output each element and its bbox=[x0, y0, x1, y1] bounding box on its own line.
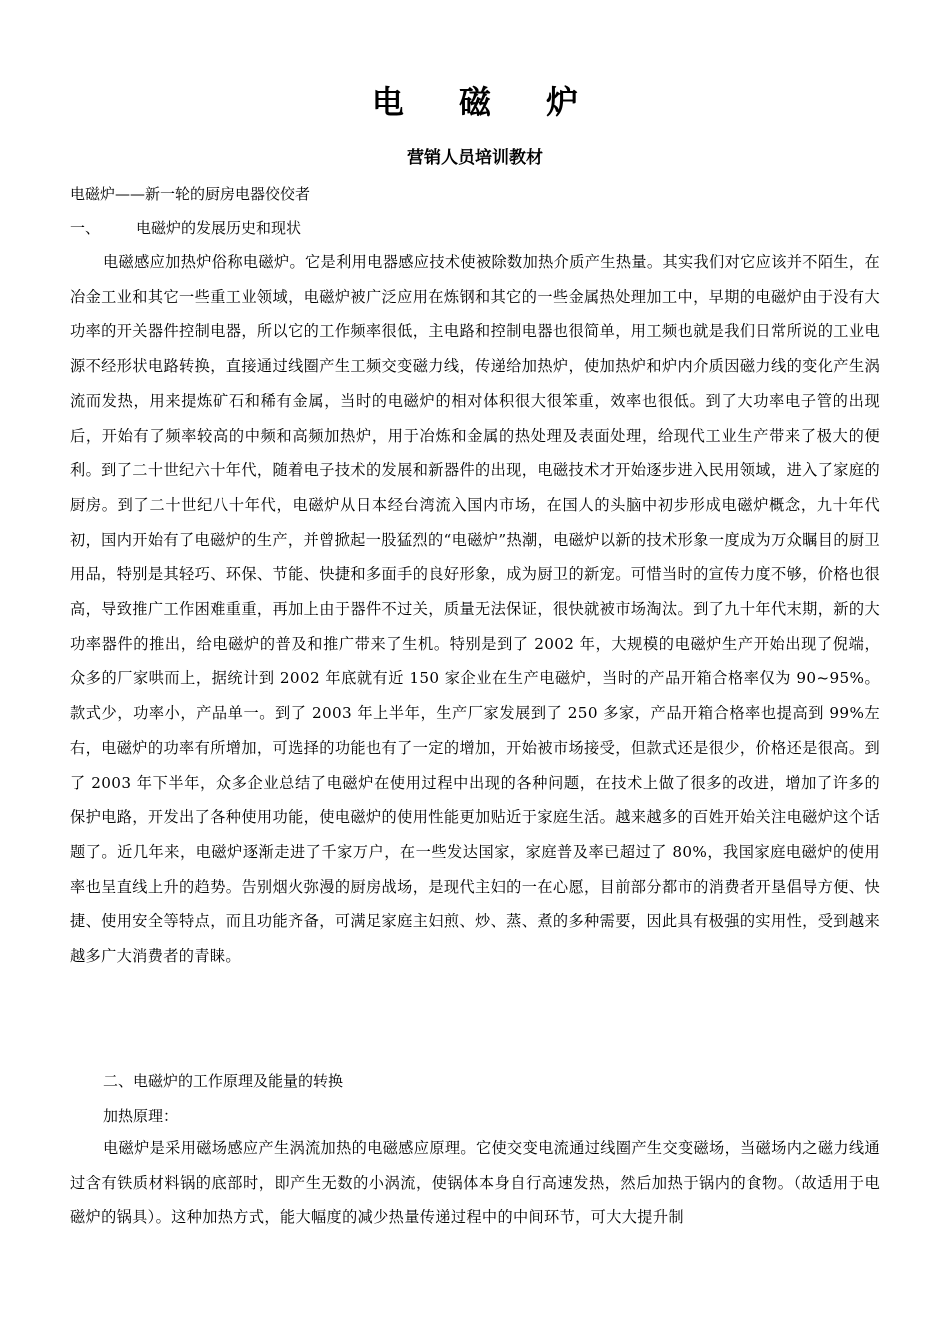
heating-principle-heading: 加热原理： bbox=[103, 1107, 179, 1125]
section-1-title: 电磁炉的发展历史和现状 bbox=[136, 219, 302, 237]
intro-heading: 电磁炉——新一轮的厨房电器佼佼者 bbox=[70, 185, 311, 203]
section-1-number: 一、 bbox=[70, 219, 101, 237]
section-1-heading bbox=[70, 217, 301, 239]
section-2-heading: 二、电磁炉的工作原理及能量的转换 bbox=[103, 1072, 344, 1090]
document-title: 电 磁 炉 bbox=[371, 83, 601, 121]
document-subtitle: 营销人员培训教材 bbox=[407, 148, 543, 168]
section-2-paragraph: 电磁炉是采用磁场感应产生涡流加热的电磁感应原理。它使交变电流通过线圈产生交变磁场，当磁场内之磁力线通过含有铁质材料锅的底部时，即产生无数的小涡流，使锅体本身自行高速发热，然后加热于锅内的食物。（故适用于电磁炉的锅具）。这种加热方式，能大幅度的减少热量传递过程中的中间环节，可大大提升制 bbox=[70, 1139, 880, 1227]
section-1-paragraph: 电磁感应加热炉俗称电磁炉。它是利用电器感应技术使被除数加热介质产生热量。其实我们对它应该并不陌生，在冶金工业和其它一些重工业领域，电磁炉被广泛应用在炼钢和其它的一些金属热处理加工中，早期的电磁炉由于没有大功率的开关器件控制电器，所以它的工作频率很低，主电路和控制电器也很简单，用工频也就是我们日常所说的工业电源不经形状电路转换，直接通过线圈产生工频交变磁力线，传递给加热炉，使加热炉和炉内介质因磁力线的变化产生涡流而发热，用来提炼矿石和稀有金属，当时的电磁炉的相对体积很大很笨重，效率也很低。到了大功率电子管的出现后，开始有了频率较高的中频和高频加热炉，用于冶炼和金属的热处理及表面处理，给现代工业生产带来了极大的便利。到了二十世纪六十年代，随着电子技术的发展和新器件的出现，电磁技术才开始逐步进入民用领域，进入了家庭的厨房。到了二十世纪八十年代，电磁炉从日本经台湾流入国内市场，在国人的头脑中初步形成电磁炉概念，九十年代初，国内开始有了电磁炉的生产，并曾掀起一股猛烈的“电磁炉”热潮，电磁炉以新的技术形象一度成为万众瞩目的厨卫用品，特别是其轻巧、环保、节能、快捷和多面手的良好形象，成为厨卫的新宠。可惜当时的宣传力度不够，价格也很高，导致推广工作困难重重，再加上由于器件不过关，质量无法保证，很快就被市场淘汰。到了九十年代末期，新的大功率器件的推出，给电磁炉的普及和推广带来了生机。特别是到了 2002 年，大规模的电磁炉生产开始出现了倪端，众多的厂家哄而上，据统计到 2002 年底就有近 150 家企业在生产电磁炉，当时的产品开箱合格率仅为 90~95%。款式少，功率小，产品单一。到了 2003 年上半年，生产厂家发展到了 250 多家，产品开箱合格率也提高到 99%左右，电磁炉的功率有所增加，可选择的功能也有了一定的增加，开始被市场接受，但款式还是很少，价格还是很高。到了 2003 年下半年，众多企业总结了电磁炉在使用过程中出现的各种问题，在技术上做了很多的改进，增加了许多的保护电路，开发出了各种使用功能，使电磁炉的使用性能更加贴近于家庭生活。越来越多的百姓开始关注电磁炉这个话题了。近几年来，电磁炉逐渐走进了千家万户，在一些发达国家，家庭普及率已超过了 80%，我国家庭电磁炉的使用率也呈直线上升的趋势。告别烟火弥漫的厨房战场，是现代主妇的一在心愿，目前部分都市的消费者开垦倡导方便、快捷、使用安全等特点，而且功能齐备，可满足家庭主妇煎、炒、蒸、煮的多种需要，因此具有极强的实用性，受到越来越多广大消费者的青睐。 bbox=[70, 253, 880, 966]
